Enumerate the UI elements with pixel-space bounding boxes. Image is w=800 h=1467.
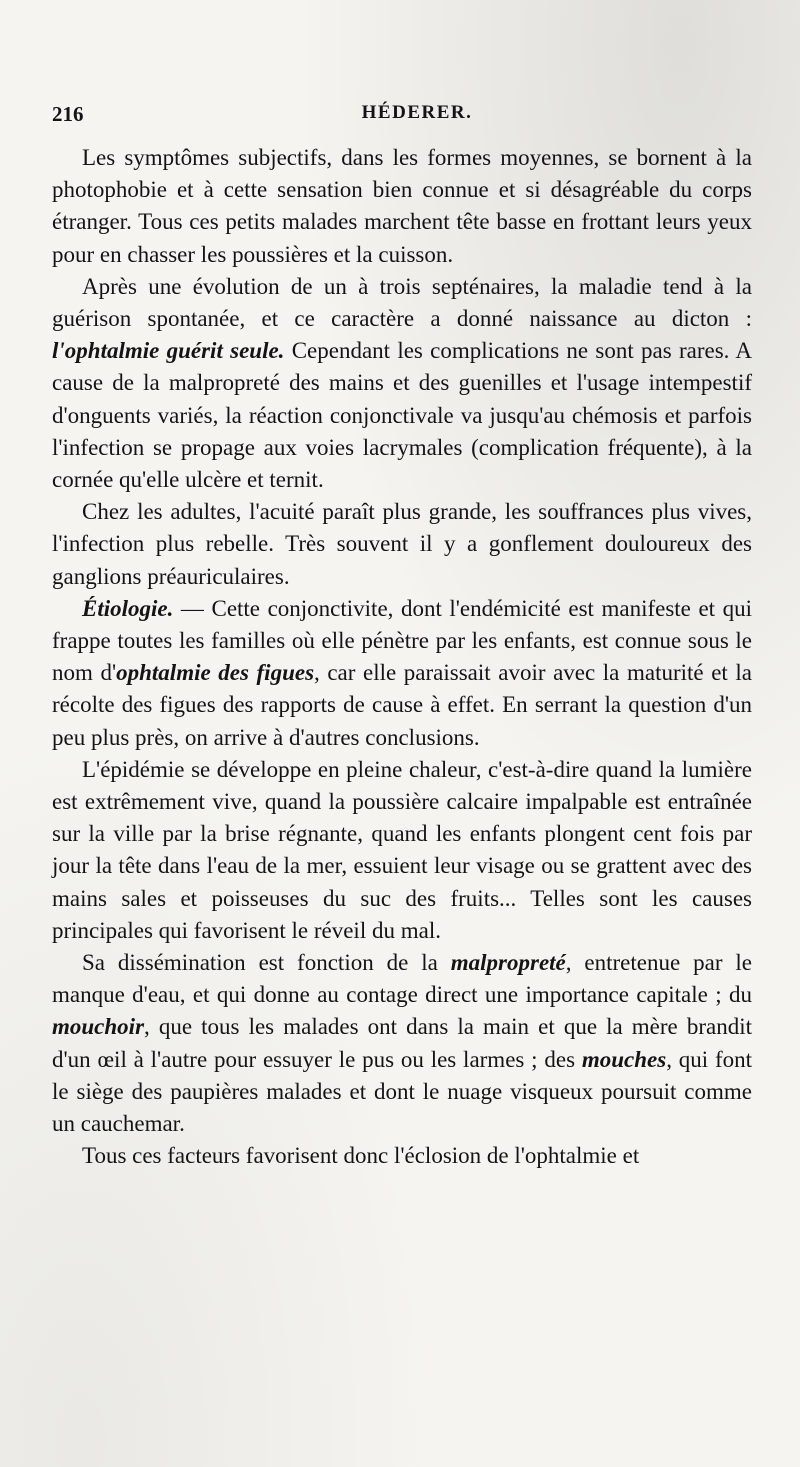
paragraph-text: Chez les adultes, l'acuité paraît plus grande, les souffrances plus vives, l'infection plus rebelle. Très souvent il y a gonflement douloureux des ganglions préauriculaires.: [52, 499, 752, 589]
italic-term: malpropreté: [450, 950, 566, 976]
section-lead: Étiologie.: [82, 595, 174, 621]
paragraph-text: Sa dissémination est fonction de la: [82, 950, 451, 976]
italic-phrase: l'ophtalmie guérit seule.: [52, 338, 285, 364]
paragraph-symptoms: [52, 142, 752, 271]
paragraph-text: Cependant les complications ne sont pas rares. A cause de la malpropreté des mains et des guenilles et l'usage intempestif d'onguents variés, la réaction conjonctivale va jusqu'au chémosis et parfois l'infection se propage aux voies lacrymales (complication fréquente), à la cornée qu'elle ulcère et ternit.: [52, 338, 753, 493]
paragraph-text: L'épidémie se développe en pleine chaleur, c'est-à-dire quand la lumière est extrêmement vive, quand la poussière calcaire impalpable est entraînée sur la ville par la brise régnante, quand les enfants plongent cent fois par jour la tête dans l'eau de la mer, essuient leur visage ou se grattent avec des mains sales et poisseuses du suc des fruits... Telles sont les causes principales qui favorisent le réveil du mal.: [52, 756, 752, 943]
italic-term: mouches: [581, 1046, 667, 1072]
paragraph-text: , car elle paraissait avoir avec la maturité et la récolte des figues des rapports de cause à effet. En serrant la question d'un peu plus près, on arrive à d'autres conclusions.: [52, 660, 752, 750]
paragraph-evolution: [52, 271, 752, 496]
paragraph-text: Après une évolution de un à trois septénaires, la maladie tend à la guérison spontanée, et ce caractère a donné naissance au dicton :: [52, 273, 752, 332]
paragraph-text: , entretenue par le manque d'eau, et qui donne au contage direct une importance capitale ; du: [52, 950, 752, 1008]
paragraph-factors: [52, 1140, 752, 1172]
paragraph-text: , que tous les malades ont dans la main et que la mère brandit d'un œil à l'autre pour essuyer le pus ou les larmes ; des: [52, 1014, 752, 1072]
page-number: 216: [52, 102, 84, 126]
paragraph-text: — Cette conjonctivite, dont l'endémicité est manifeste et qui frappe toutes les familles où elle pénètre par les enfants, est connue sous le nom d': [52, 595, 752, 686]
paragraph-text: , qui font le siège des paupières malades et dont le nuage visqueux poursuit comme un cauchemar.: [52, 1046, 752, 1137]
paragraph-dissemination: [52, 947, 752, 1140]
italic-phrase: ophtalmie des figues: [116, 660, 315, 686]
paragraph-epidemic: [52, 754, 752, 947]
paragraph-etiology: [52, 593, 752, 754]
paragraph-text: Les symptômes subjectifs, dans les formes moyennes, se bornent à la photophobie et à cette sensation bien connue et si désagréable du corps étranger. Tous ces petits malades marchent tête basse en frottant leurs yeux pour en chasser les poussières et la cuisson.: [52, 145, 752, 267]
page-header: [52, 100, 752, 136]
running-title: HÉDERER.: [361, 102, 473, 123]
body-text: [52, 142, 752, 1173]
paragraph-text: Tous ces facteurs favorisent donc l'éclosion de l'ophtalmie et: [82, 1143, 640, 1169]
paragraph-adults: [52, 496, 752, 593]
italic-term: mouchoir: [52, 1014, 145, 1040]
